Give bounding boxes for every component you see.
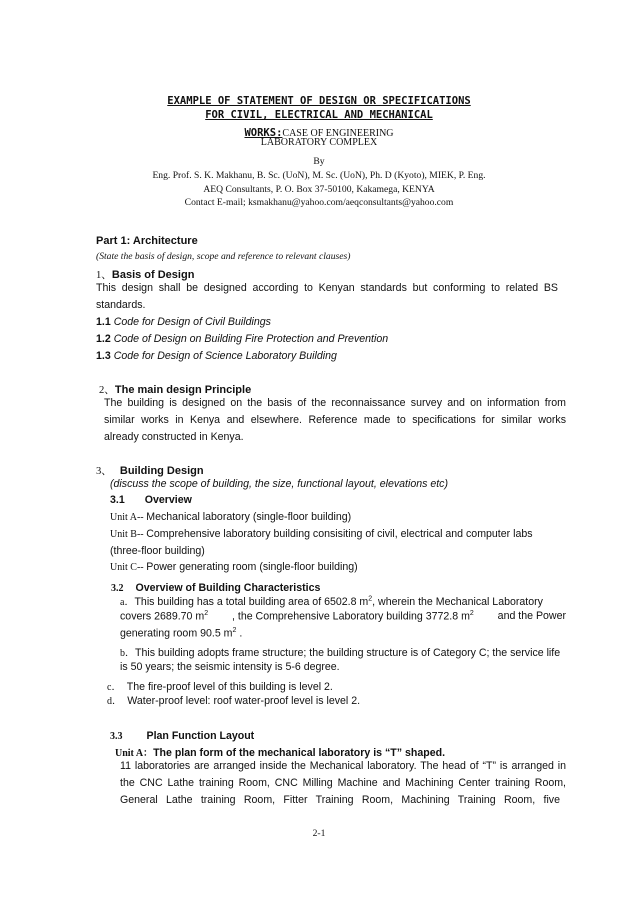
- item-a-area-2: [232, 610, 474, 623]
- unit-a-line: [110, 511, 351, 523]
- unit-a2-line: [115, 743, 445, 761]
- sub-3-2-number: 3.2: [111, 583, 124, 594]
- item-c-label: c．: [107, 682, 122, 693]
- s1-number: 1、: [96, 270, 112, 281]
- code-item-2: [96, 333, 388, 345]
- item-c-line: [107, 678, 333, 693]
- unit-b-line-2: (three-floor building): [110, 545, 205, 557]
- superscript: 2: [469, 610, 474, 617]
- sub-3-3-heading: [110, 726, 254, 744]
- sub-3-1-heading: [110, 494, 192, 506]
- s1-title: Basis of Design: [111, 269, 195, 281]
- s1-heading: [96, 265, 194, 283]
- s2-line-3: already constructed in Kenya.: [104, 431, 244, 443]
- code-number: 1.1: [96, 316, 111, 328]
- item-b-text: This building adopts frame structure; the building structure is of Category C; the service life: [135, 647, 561, 659]
- title-line-2: FOR CIVIL, ELECTRICAL AND MECHANICAL: [205, 109, 433, 121]
- superscript: 2: [368, 595, 373, 603]
- unit-c-text: Power generating room (single-floor building): [146, 561, 358, 573]
- s3-title: Building Design: [119, 465, 204, 477]
- sub-3-3-title: Plan Function Layout: [146, 730, 255, 742]
- unit-a-text: Mechanical laboratory (single-floor building): [146, 511, 352, 523]
- title-line-4: LABORATORY COMPLEX: [260, 137, 378, 148]
- part1-heading: Part 1: Architecture: [96, 235, 198, 247]
- para-line-1: 11 laboratories are arranged inside the Mechanical laboratory. The head of “T” is arranged in: [120, 760, 566, 772]
- item-c-text: The fire-proof level of this building is level 2.: [126, 681, 333, 693]
- s1-line-1: This design shall be designed according to Kenyan standards but conforming to related BS: [96, 282, 558, 294]
- item-a-label: a．: [120, 597, 135, 608]
- code-number: 1.3: [96, 350, 111, 362]
- code-text: Code for Design of Civil Buildings: [113, 316, 271, 328]
- contact-line: Contact E-mail; ksmakhanu@yahoo.com/aeqconsultants@yahoo.com: [184, 197, 454, 208]
- s3-number: 3、: [96, 466, 112, 477]
- item-b-label: b．: [120, 648, 135, 659]
- item-a-area-1: [120, 610, 208, 623]
- unit-a2-text: The plan form of the mechanical laboratory is “T” shaped.: [153, 747, 446, 759]
- item-b-line-1: [120, 644, 560, 659]
- superscript: 2: [204, 610, 209, 617]
- s3-note: (discuss the scope of building, the size, functional layout, elevations etc): [110, 478, 449, 490]
- unit-c-line: [110, 561, 358, 573]
- text: covers 2689.70 m: [120, 610, 205, 623]
- item-a-area-3: and the Power: [497, 610, 566, 622]
- item-a-text-pre: generating room 90.5 m: [120, 627, 233, 640]
- item-a-text-post: .: [236, 627, 243, 640]
- title-line-3-bold: WORKS:: [244, 127, 283, 139]
- s2-title: The main design Principle: [114, 384, 252, 396]
- item-a-line-2: [120, 610, 566, 623]
- unit-b-label: Unit B--: [110, 529, 144, 540]
- unit-a2-label: Unit A：: [115, 748, 154, 759]
- s1-line-2: standards.: [96, 299, 146, 311]
- code-text: Code of Design on Building Fire Protection and Prevention: [113, 333, 389, 345]
- s2-heading: [99, 380, 251, 398]
- item-d-line: [107, 692, 360, 707]
- para-line-2: the CNC Lathe training Room, CNC Milling Machine and Machining Center training Room,: [120, 777, 566, 789]
- item-d-text: Water-proof level: roof water-proof level is level 2.: [127, 695, 361, 707]
- s2-line-2: similar works in Kenya and elsewhere. Reference made to specifications for similar works: [104, 414, 566, 426]
- by-line: By: [313, 156, 325, 167]
- author-line: Eng. Prof. S. K. Makhanu, B. Sc. (UoN), M. Sc. (UoN), Ph. D (Kyoto), MIEK, P. Eng.: [152, 170, 486, 181]
- text: , the Comprehensive Laboratory building 3772.8 m: [231, 610, 470, 623]
- code-text: Code for Design of Science Laboratory Building: [113, 350, 337, 362]
- s2-line-1: The building is designed on the basis of the reconnaissance survey and on information from: [104, 397, 566, 409]
- sub-3-1-number: 3.1: [110, 494, 125, 506]
- part1-note: (State the basis of design, scope and reference to relevant clauses): [96, 251, 351, 262]
- item-b-line-2: is 50 years; the seismic intensity is 5-6 degree.: [120, 661, 340, 673]
- page-number: 2-1: [312, 828, 326, 839]
- unit-b-line: [110, 528, 533, 540]
- item-a-text-pre: This building has a total building area of 6502.8 m: [134, 596, 369, 608]
- unit-a-label: Unit A--: [110, 512, 144, 523]
- para-line-3: General Lathe training Room, Fitter Training Room, Machining Training Room, five: [120, 794, 560, 806]
- s3-heading: [96, 461, 204, 479]
- item-d-label: d．: [107, 696, 122, 707]
- s2-number: 2、: [99, 385, 115, 396]
- item-a-line-3: [120, 627, 242, 640]
- code-number: 1.2: [96, 333, 111, 345]
- sub-3-3-number: 3.3: [110, 731, 123, 742]
- title-line-1: EXAMPLE OF STATEMENT OF DESIGN OR SPECIFICATIONS: [167, 95, 471, 107]
- unit-b-text: Comprehensive laboratory building consisiting of civil, electrical and computer labs: [146, 528, 533, 540]
- superscript: 2: [232, 627, 237, 634]
- unit-c-label: Unit C--: [110, 562, 144, 573]
- title-line-3-rest: CASE OF ENGINEERING: [282, 128, 394, 139]
- code-item-1: [96, 316, 271, 328]
- sub-3-2-title: Overview of Building Characteristics: [135, 582, 321, 594]
- sub-3-1-title: Overview: [144, 494, 192, 506]
- address-line: AEQ Consultants, P. O. Box 37-50100, Kakamega, KENYA: [203, 184, 435, 195]
- code-item-3: [96, 350, 337, 362]
- item-a-text-post: , wherein the Mechanical Laboratory: [372, 596, 543, 608]
- item-a-line-1: [120, 593, 543, 608]
